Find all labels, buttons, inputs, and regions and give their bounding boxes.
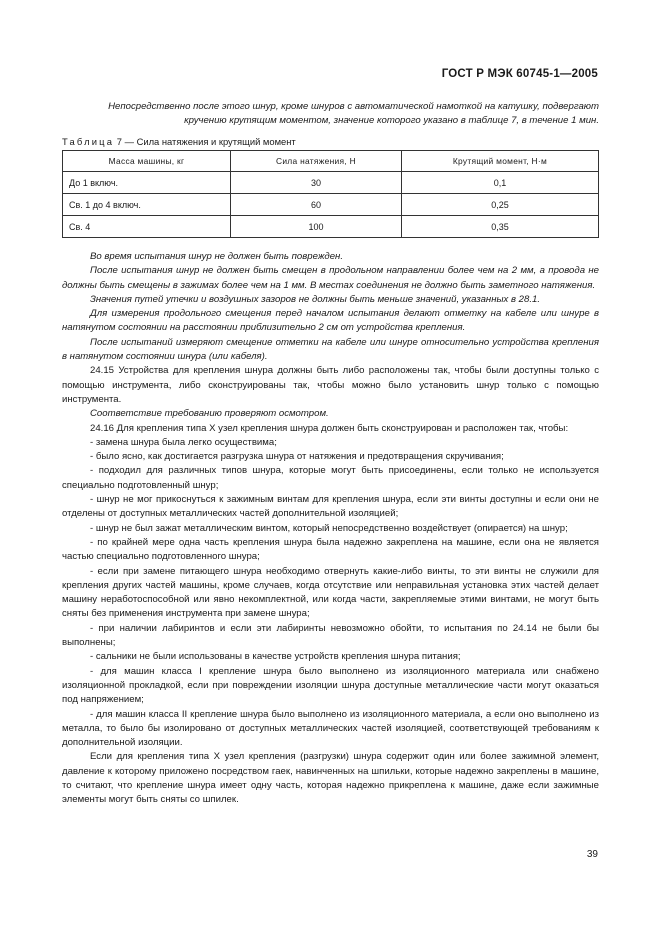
table-cell-force: 100: [231, 216, 402, 238]
table-caption-text: 7 — Сила натяжения и крутящий момент: [114, 136, 296, 147]
paragraph: После испытания шнур не должен быть смещен в продольном направлении более чем на 2 мм, а провода не должны быть смещены в зажимах более чем на 1 мм. В местах соединения не должно быть заметного натяжения.: [62, 265, 599, 291]
list-item: - если при замене питающего шнура необходимо отвернуть какие-либо винты, то эти винты не служили для крепления других частей машины, кроме случаев, когда отсутствие или неправильная установка этих частей делает машину неработоспособной или явно некомплектной, или когда части, закрепляемые этими винтами, не могут быть сняты без применения инструмента при замене шнура;: [62, 565, 599, 620]
paragraph: После испытаний измеряют смещение отметки на кабеле или шнуре относительно устройства крепления в натянутом состоянии шнура (или кабеля).: [62, 336, 599, 363]
list-item: - подходил для различных типов шнура, которые могут быть присоединены, если только не используется специально подготовленный шнур;: [62, 465, 599, 491]
table-row: [63, 194, 599, 216]
paragraph: Если для крепления типа Х узел крепления (разгрузки) шнура содержит один или более зажимной элемент, давление к которому приложено посредством гаек, навинченных на шпильки, которые надежно закреплены в машине, то считают, что крепление шнура имеет одну часть, которая надежно прикреплена к машине, даже если зажимные элементы могут быть сняты со шпилек.: [62, 751, 599, 806]
clause-24-15: 24.15 Устройства для крепления шнура должны быть либо расположены так, чтобы были доступны только с помощью инструмента, либо сконструированы так, чтобы можно было установить шнур только с помощью инструмента.: [62, 365, 599, 405]
list-item: - шнур не мог прикоснуться к зажимным винтам для крепления шнура, если эти винты доступны и если они не отделены от доступных металлических частей дополнительной изоляцией;: [62, 494, 599, 520]
table-cell-torque: 0,35: [401, 216, 598, 238]
table-row: [63, 172, 599, 194]
force-torque-table: [62, 150, 599, 238]
document-header: ГОСТ Р МЭК 60745-1—2005: [441, 68, 598, 80]
list-item: - для машин класса I крепление шнура было выполнено из изоляционного материала или снабжено изоляционной прокладкой, если при повреждении изоляции шнура доступные металлические части могут оказаться под напряжением;: [62, 665, 599, 706]
table-cell-force: 30: [231, 172, 402, 194]
table-cell-torque: 0,25: [401, 194, 598, 216]
paragraph: Во время испытания шнур не должен быть поврежден.: [90, 251, 344, 262]
clause-24-16: 24.16 Для крепления типа Х узел крепления шнура должен быть сконструирован и расположен так, чтобы:: [90, 422, 569, 434]
table-header-cell: Масса машины, кг: [63, 151, 231, 172]
list-item: - замена шнура была легко осуществима;: [90, 436, 277, 448]
page-number: 39: [586, 849, 598, 860]
list-item: - было ясно, как достигается разгрузка шнура от натяжения и предотвращения скручивания;: [90, 451, 504, 463]
table-cell-mass: До 1 включ.: [63, 172, 231, 194]
paragraph: Для измерения продольного смещения перед началом испытания делают отметку на кабеле или шнуре в натянутом состоянии на расстоянии приблизительно 2 см от устройства крепления.: [62, 308, 599, 334]
table-cell-force: 60: [231, 194, 402, 216]
table-cell-mass: Св. 1 до 4 включ.: [63, 194, 231, 216]
table-cell-torque: 0,1: [401, 172, 598, 194]
table-header-cell: Крутящий момент, Н·м: [401, 151, 598, 172]
list-item: - по крайней мере одна часть крепления шнура была надежно закреплена на машине, если она не является частью специально подготовленного шнура;: [62, 536, 599, 563]
intro-paragraph: Непосредственно после этого шнур, кроме шнуров с автоматической намоткой на катушку, подвергают кручению крутящим моментом, значение которого указано в таблице 7, в течение 1 мин.: [108, 101, 599, 127]
list-item: - сальники не были использованы в качестве устройств крепления шнура питания;: [90, 651, 461, 663]
paragraph: Значения путей утечки и воздушных зазоров не должны быть меньше значений, указанных в 28.1.: [90, 293, 541, 305]
table-header-cell: Сила натяжения, Н: [231, 151, 402, 172]
body-text: [62, 250, 599, 808]
table-header-row: [63, 151, 599, 172]
paragraph: Соответствие требованию проверяют осмотром.: [90, 408, 329, 420]
list-item: - шнур не был зажат металлическим винтом, который непосредственно воздействует (опирается) на шнур;: [90, 522, 568, 534]
list-item: - для машин класса II крепление шнура было выполнено из изоляционного материала, а если оно выполнено из металла, то было бы изолировано от доступных металлических частей изоляцией, соответствующей требованиям к дополнительной изоляции.: [62, 708, 599, 749]
table-caption-word: Таблица: [62, 136, 115, 147]
list-item: - при наличии лабиринтов и если эти лабиринты невозможно обойти, то испытания по 24.14 не были бы выполнены;: [62, 622, 599, 649]
table-caption: [62, 136, 296, 147]
table-row: [63, 216, 599, 238]
intro-block: [62, 100, 599, 129]
table-cell-mass: Св. 4: [63, 216, 231, 238]
